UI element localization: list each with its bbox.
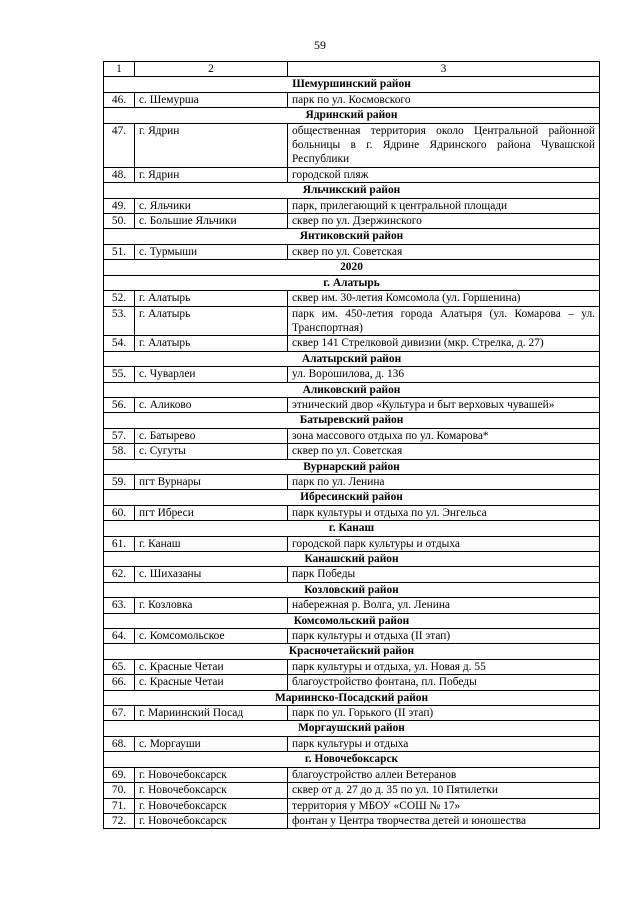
table-row [104, 367, 600, 382]
section-heading: г. Алатырь [104, 275, 600, 290]
row-number: 47. [104, 123, 135, 167]
section-row [104, 351, 600, 366]
row-place: с. Большие Яльчики [135, 214, 288, 229]
table-row [104, 567, 600, 582]
row-number: 70. [104, 783, 135, 798]
row-number: 68. [104, 736, 135, 751]
section-row [104, 582, 600, 597]
table-row [104, 92, 600, 107]
table-row [104, 428, 600, 443]
table-row [104, 813, 600, 828]
row-object: сквер по ул. Советская [288, 244, 600, 259]
section-row [104, 613, 600, 628]
section-row [104, 183, 600, 198]
section-row [104, 721, 600, 736]
row-place: г. Козловка [135, 598, 288, 613]
table-row [104, 536, 600, 551]
section-row [104, 752, 600, 767]
table-row [104, 598, 600, 613]
row-object: сквер по ул. Советская [288, 444, 600, 459]
row-object: городской пляж [288, 167, 600, 182]
row-place: с. Комсомольское [135, 629, 288, 644]
section-heading: Комсомольский район [104, 613, 600, 628]
row-object: общественная территория около Центральной районной больницы в г. Ядрине Ядринского района Чувашской Республики [288, 123, 600, 167]
table-row [104, 336, 600, 351]
row-place: г. Алатырь [135, 336, 288, 351]
row-number: 50. [104, 214, 135, 229]
row-place: с. Аликово [135, 397, 288, 412]
table-row [104, 783, 600, 798]
section-heading: Мариинско-Посадский район [104, 690, 600, 705]
objects-table [103, 61, 600, 829]
row-number: 64. [104, 629, 135, 644]
row-object: благоустройство фонтана, пл. Победы [288, 675, 600, 690]
table-row [104, 474, 600, 489]
section-heading: Козловский район [104, 582, 600, 597]
row-place: пгт Ибреси [135, 505, 288, 520]
row-object: этнический двор «Культура и быт верховых чувашей» [288, 397, 600, 412]
column-header-place: 2 [135, 62, 288, 77]
row-object: парк по ул. Ленина [288, 474, 600, 489]
table-row [104, 214, 600, 229]
section-row [104, 275, 600, 290]
row-number: 60. [104, 505, 135, 520]
row-place: г. Ядрин [135, 123, 288, 167]
section-heading: 2020 [104, 260, 600, 275]
row-object: парк, прилегающий к центральной площади [288, 198, 600, 213]
row-place: г. Мариинский Посад [135, 706, 288, 721]
section-heading: Батыревский район [104, 413, 600, 428]
row-object: сквер по ул. Дзержинского [288, 214, 600, 229]
row-number: 48. [104, 167, 135, 182]
column-header-object: 3 [288, 62, 600, 77]
row-place: с. Красные Четаи [135, 659, 288, 674]
row-object: парк по ул. Космовского [288, 92, 600, 107]
table-row [104, 291, 600, 306]
table-row [104, 659, 600, 674]
table-row [104, 444, 600, 459]
row-number: 67. [104, 706, 135, 721]
section-heading: Ибресинский район [104, 490, 600, 505]
row-number: 65. [104, 659, 135, 674]
row-object: ул. Ворошилова, д. 136 [288, 367, 600, 382]
table-header-row [104, 62, 600, 77]
section-row [104, 229, 600, 244]
row-place: г. Новочебоксарск [135, 798, 288, 813]
row-number: 71. [104, 798, 135, 813]
row-place: с. Красные Четаи [135, 675, 288, 690]
table-row [104, 767, 600, 782]
table-row [104, 123, 600, 167]
row-object: сквер 141 Стрелковой дивизии (мкр. Стрелка, д. 27) [288, 336, 600, 351]
row-object: парк культуры и отдыха [288, 736, 600, 751]
row-place: г. Канаш [135, 536, 288, 551]
section-row [104, 459, 600, 474]
row-object: парк Победы [288, 567, 600, 582]
row-number: 49. [104, 198, 135, 213]
row-number: 63. [104, 598, 135, 613]
row-object: парк культуры и отдыха (II этап) [288, 629, 600, 644]
row-number: 51. [104, 244, 135, 259]
row-number: 57. [104, 428, 135, 443]
section-heading: Ядринский район [104, 108, 600, 123]
section-heading: Шемуршинский район [104, 77, 600, 92]
section-row [104, 108, 600, 123]
row-number: 53. [104, 306, 135, 336]
row-place: с. Моргауши [135, 736, 288, 751]
row-object: парк культуры и отдыха, ул. Новая д. 55 [288, 659, 600, 674]
table-row [104, 706, 600, 721]
section-heading: Вурнарский район [104, 459, 600, 474]
table-row [104, 306, 600, 336]
row-object: фонтан у Центра творчества детей и юношества [288, 813, 600, 828]
row-number: 59. [104, 474, 135, 489]
section-row [104, 382, 600, 397]
row-number: 61. [104, 536, 135, 551]
row-number: 52. [104, 291, 135, 306]
section-row [104, 552, 600, 567]
row-number: 56. [104, 397, 135, 412]
row-place: с. Батырево [135, 428, 288, 443]
table-row [104, 198, 600, 213]
row-place: с. Турмыши [135, 244, 288, 259]
section-row [104, 521, 600, 536]
table-row [104, 736, 600, 751]
section-heading: Канашский район [104, 552, 600, 567]
row-object: парк по ул. Горького (II этап) [288, 706, 600, 721]
section-heading: Яльчикский район [104, 183, 600, 198]
table-body [104, 62, 600, 829]
section-heading: Моргаушский район [104, 721, 600, 736]
row-place: г. Новочебоксарск [135, 813, 288, 828]
row-number: 54. [104, 336, 135, 351]
row-number: 66. [104, 675, 135, 690]
row-place: г. Алатырь [135, 306, 288, 336]
section-row [104, 690, 600, 705]
row-place: г. Новочебоксарск [135, 767, 288, 782]
row-object: сквер от д. 27 до д. 35 по ул. 10 Пятилетки [288, 783, 600, 798]
row-object: набережная р. Волга, ул. Ленина [288, 598, 600, 613]
table-row [104, 397, 600, 412]
row-number: 55. [104, 367, 135, 382]
row-number: 46. [104, 92, 135, 107]
section-heading: Янтиковский район [104, 229, 600, 244]
page-number: 59 [314, 38, 326, 52]
row-object: территория у МБОУ «СОШ № 17» [288, 798, 600, 813]
section-heading: г. Канаш [104, 521, 600, 536]
table-row [104, 167, 600, 182]
row-object: парк им. 450-летия города Алатыря (ул. Комарова – ул. Транспортная) [288, 306, 600, 336]
section-row [104, 260, 600, 275]
table-row [104, 675, 600, 690]
row-place: с. Сугуты [135, 444, 288, 459]
table-row [104, 629, 600, 644]
row-place: с. Шемурша [135, 92, 288, 107]
row-number: 69. [104, 767, 135, 782]
table-row [104, 798, 600, 813]
row-place: г. Ядрин [135, 167, 288, 182]
table-row [104, 244, 600, 259]
row-object: парк культуры и отдыха по ул. Энгельса [288, 505, 600, 520]
section-heading: Красночетайский район [104, 644, 600, 659]
row-place: пгт Вурнары [135, 474, 288, 489]
row-place: г. Алатырь [135, 291, 288, 306]
row-number: 58. [104, 444, 135, 459]
row-place: с. Яльчики [135, 198, 288, 213]
row-number: 62. [104, 567, 135, 582]
row-number: 72. [104, 813, 135, 828]
section-row [104, 77, 600, 92]
section-row [104, 413, 600, 428]
row-object: сквер им. 30-летия Комсомола (ул. Горшенина) [288, 291, 600, 306]
row-place: с. Чуварлеи [135, 367, 288, 382]
row-object: городской парк культуры и отдыха [288, 536, 600, 551]
section-row [104, 644, 600, 659]
section-heading: г. Новочебоксарск [104, 752, 600, 767]
section-row [104, 490, 600, 505]
row-place: г. Новочебоксарск [135, 783, 288, 798]
row-object: благоустройство аллеи Ветеранов [288, 767, 600, 782]
section-heading: Алатырский район [104, 351, 600, 366]
row-place: с. Шихазаны [135, 567, 288, 582]
row-object: зона массового отдыха по ул. Комарова* [288, 428, 600, 443]
table-row [104, 505, 600, 520]
column-header-number: 1 [104, 62, 135, 77]
section-heading: Аликовский район [104, 382, 600, 397]
